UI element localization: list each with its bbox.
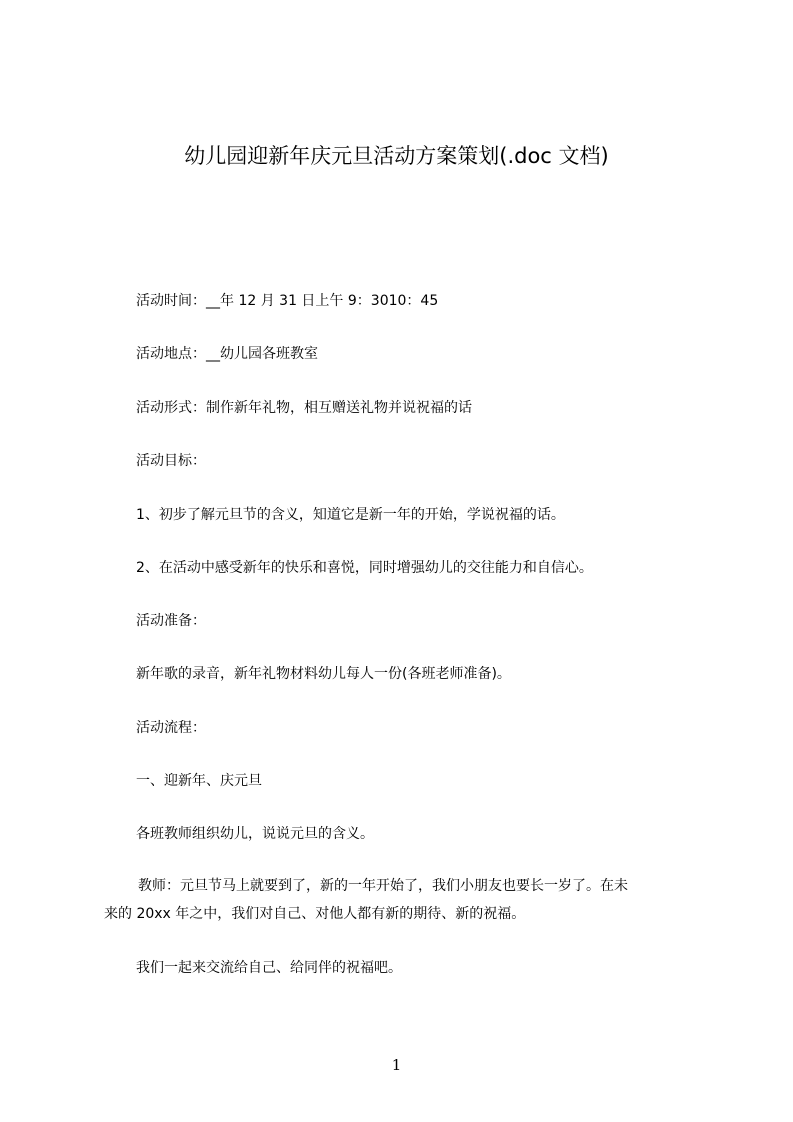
activity-preparation-heading: 活动准备： xyxy=(136,613,206,629)
activity-time: 活动时间：__年 12 月 31 日上午 9：3010：45 xyxy=(136,293,439,309)
activity-format: 活动形式：制作新年礼物，相互赠送礼物并说祝福的话 xyxy=(136,400,472,416)
section-text: 各班教师组织幼儿，说说元旦的含义。 xyxy=(136,826,374,842)
closing-paragraph: 我们一起来交流给自己、给同伴的祝福吧。 xyxy=(136,960,402,976)
preparation-text: 新年歌的录音，新年礼物材料幼儿每人一份(各班老师准备)。 xyxy=(136,666,511,682)
page-number: 1 xyxy=(391,1056,402,1074)
section-heading-1: 一、迎新年、庆元旦 xyxy=(136,773,262,789)
activity-location: 活动地点：__幼儿园各班教室 xyxy=(136,346,318,362)
activity-goals-heading: 活动目标： xyxy=(136,453,206,469)
teacher-paragraph xyxy=(104,872,704,928)
teacher-paragraph-line-2: 来的 20xx 年之中，我们对自己、对他人都有新的期待、新的祝福。 xyxy=(104,906,526,922)
goal-item-2: 2、在活动中感受新年的快乐和喜悦，同时增强幼儿的交往能力和自信心。 xyxy=(136,560,593,576)
goal-item-1: 1、初步了解元旦节的含义，知道它是新一年的开始，学说祝福的话。 xyxy=(136,507,565,523)
activity-process-heading: 活动流程： xyxy=(136,720,206,736)
document-title: 幼儿园迎新年庆元旦活动方案策划(.doc 文档) xyxy=(184,144,609,168)
teacher-paragraph-line-1: 教师：元旦节马上就要到了，新的一年开始了，我们小朋友也要长一岁了。在未 xyxy=(138,878,628,894)
